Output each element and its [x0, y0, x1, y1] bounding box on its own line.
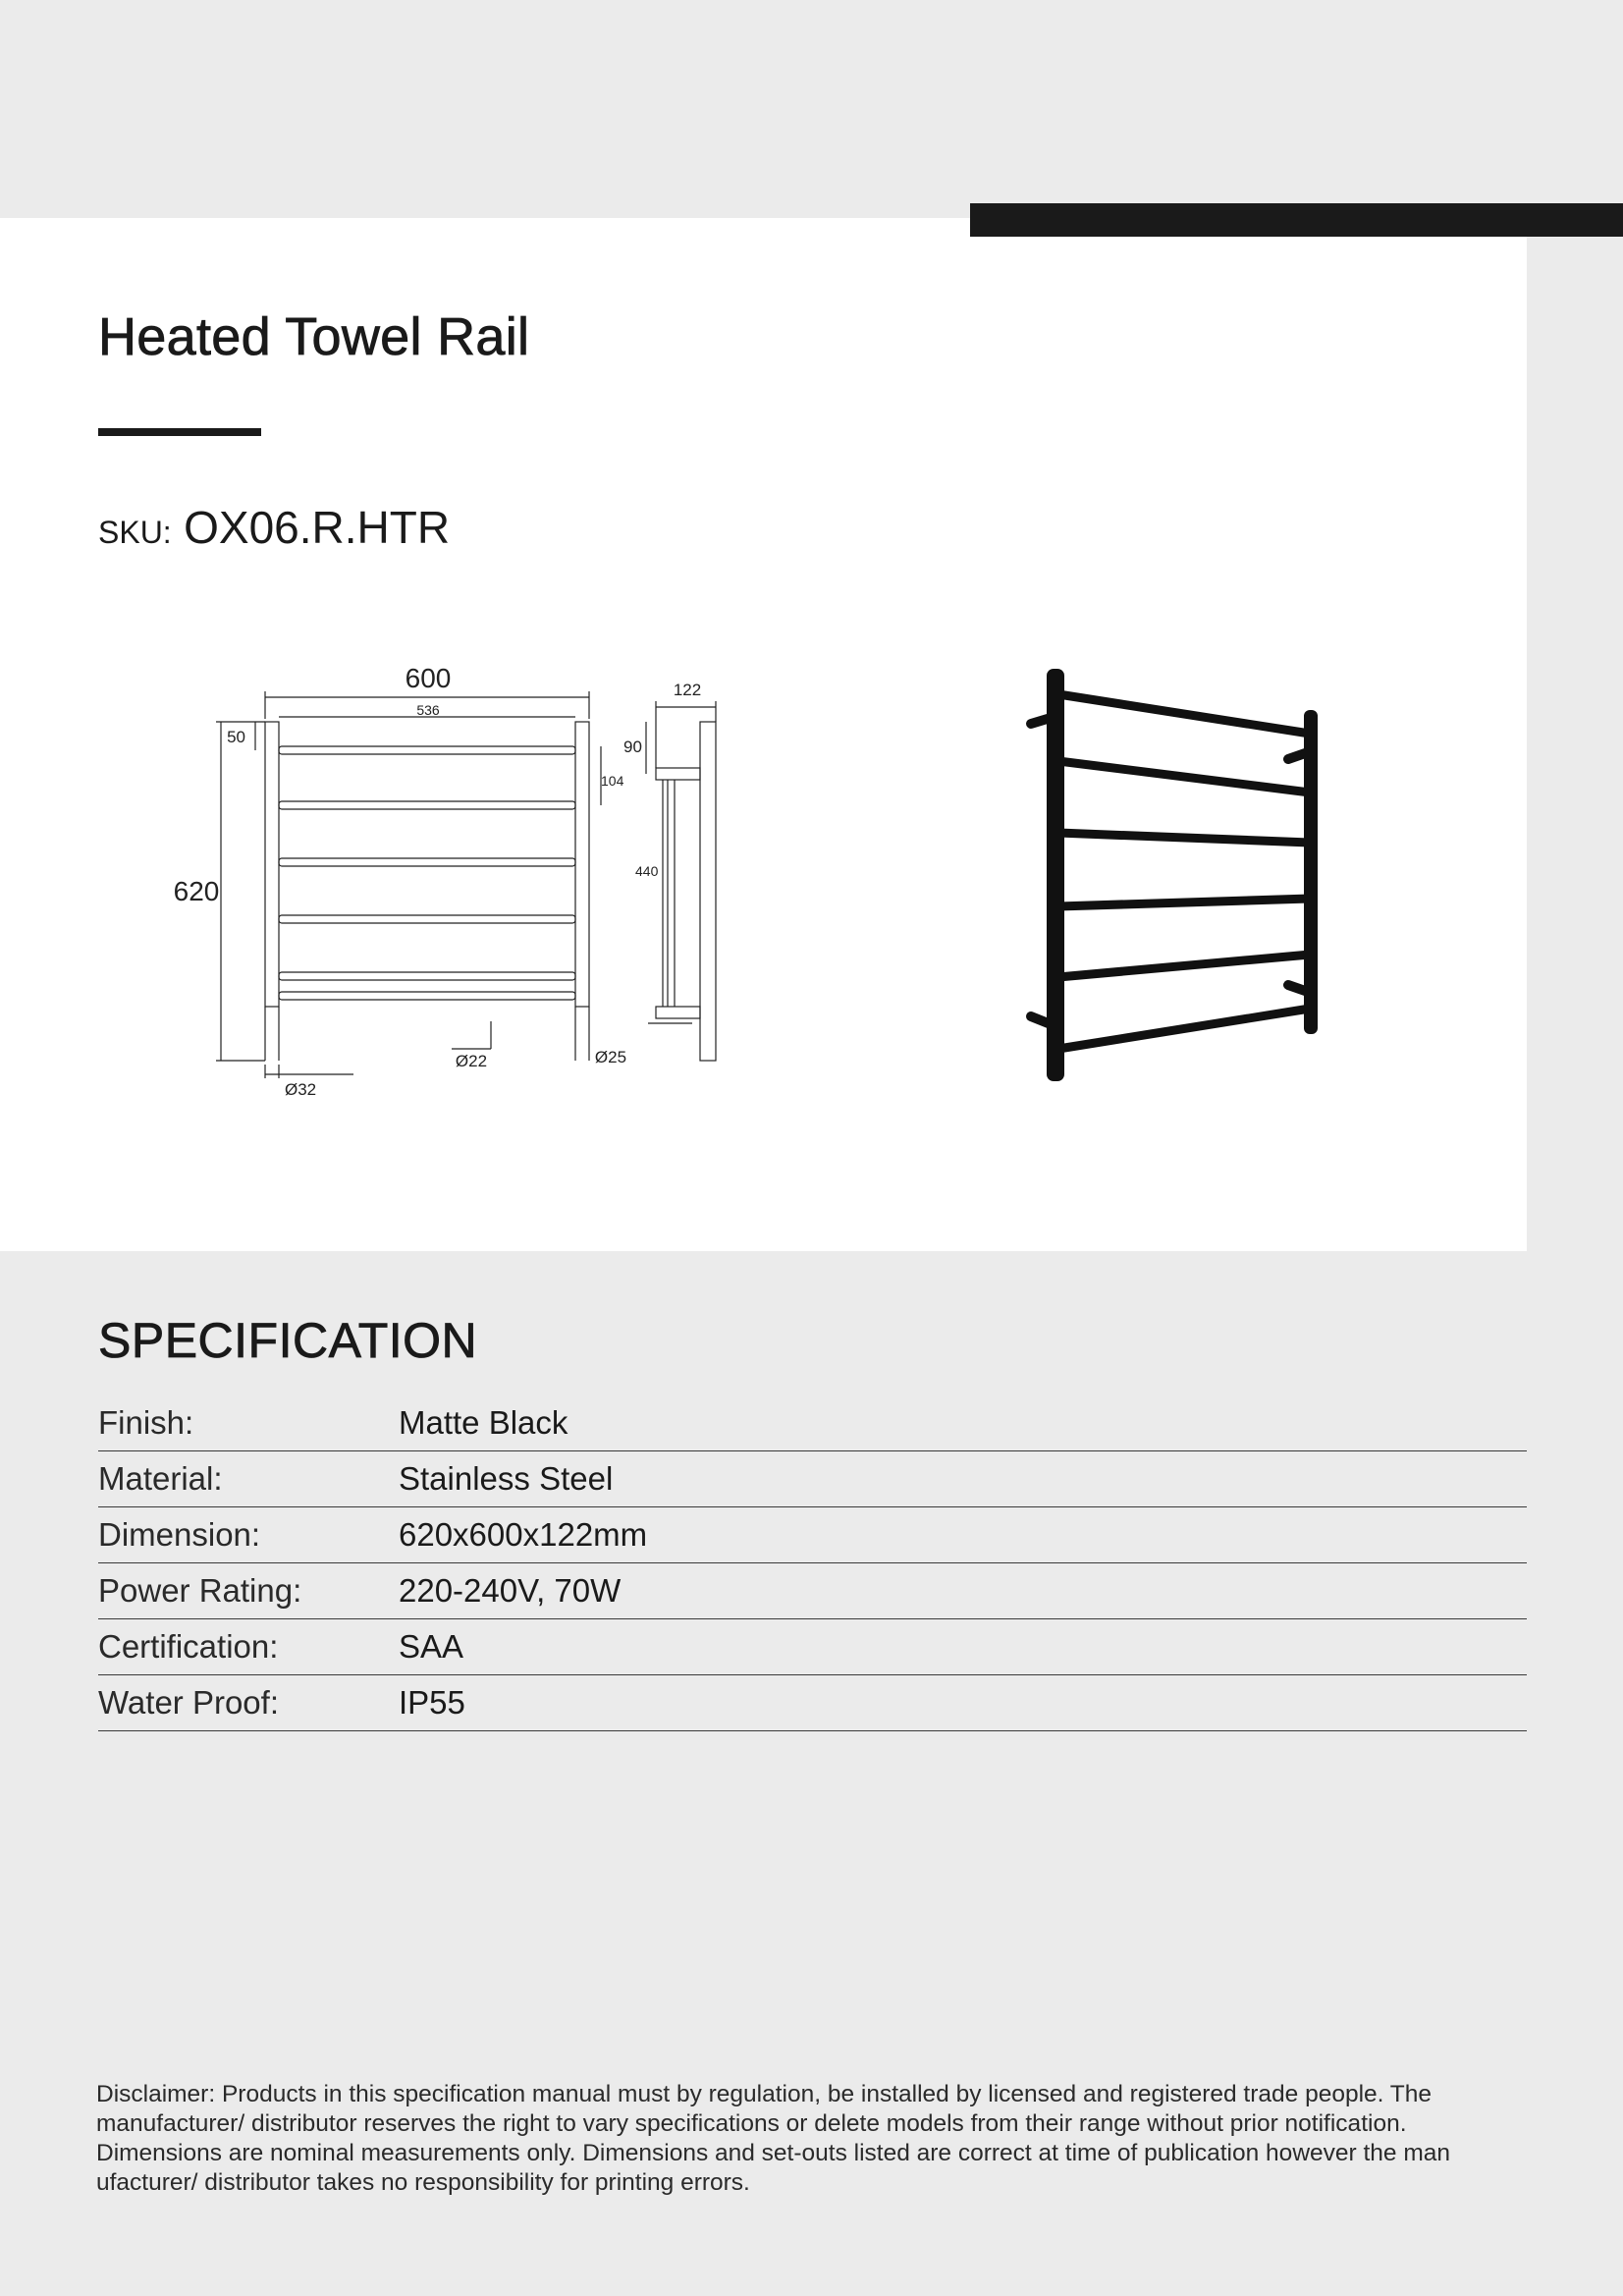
spec-value: Matte Black: [399, 1395, 1527, 1451]
spec-value: SAA: [399, 1619, 1527, 1675]
technical-drawing: [157, 658, 736, 1110]
dim-top-offset: 50: [227, 728, 245, 746]
dim-bracket-offset: 90: [623, 738, 642, 756]
spec-value: 220-240V, 70W: [399, 1563, 1527, 1619]
spec-label: Power Rating:: [98, 1563, 399, 1619]
header-accent-bar: [970, 203, 1623, 237]
spec-row-finish: [98, 1395, 1527, 1451]
spec-row-dimension: [98, 1507, 1527, 1563]
specification-heading: SPECIFICATION: [98, 1313, 478, 1368]
spec-label: Finish:: [98, 1395, 399, 1451]
dim-rail-diameter: Ø22: [455, 1052, 488, 1070]
spec-label: Dimension:: [98, 1507, 399, 1563]
dim-overall-width: 600: [405, 663, 452, 693]
sku-label: SKU:: [98, 515, 172, 550]
dim-post-diameter: Ø32: [285, 1080, 317, 1099]
spec-row-material: [98, 1451, 1527, 1507]
disclaimer-line: ufacturer/ distributor takes no responsibility for printing errors.: [96, 2169, 750, 2196]
dim-height: 620: [173, 876, 220, 906]
page-title: Heated Towel Rail: [98, 307, 530, 366]
sku-value: OX06.R.HTR: [184, 502, 451, 553]
dim-depth: 122: [673, 681, 702, 699]
dim-bracket-spacing: 440: [635, 863, 659, 879]
dim-rail-spacing: 104: [601, 773, 624, 789]
spec-value: IP55: [399, 1675, 1527, 1731]
product-image: [1011, 653, 1345, 1095]
disclaimer-line: Dimensions are nominal measurements only. Dimensions and set-outs listed are correct at time of publication however the man: [96, 2140, 1450, 2166]
spec-label: Material:: [98, 1451, 399, 1507]
spec-row-water-proof: [98, 1675, 1527, 1731]
spec-label: Water Proof:: [98, 1675, 399, 1731]
disclaimer-line: manufacturer/ distributor reserves the right to vary specifications or delete models from their range without prior notification.: [96, 2110, 1407, 2137]
disclaimer: [96, 2080, 1530, 2198]
spec-value: 620x600x122mm: [399, 1507, 1527, 1563]
spec-label: Certification:: [98, 1619, 399, 1675]
spec-value: Stainless Steel: [399, 1451, 1527, 1507]
disclaimer-line: Disclaimer: Products in this specification manual must by regulation, be installed by licensed and registered trade people. The: [96, 2081, 1433, 2107]
sku-line: [98, 501, 450, 554]
specification-table: [98, 1395, 1527, 1731]
spec-row-power-rating: [98, 1563, 1527, 1619]
dim-bracket-diameter: Ø25: [594, 1048, 627, 1066]
spec-row-certification: [98, 1619, 1527, 1675]
title-underline: [98, 428, 261, 436]
dim-inner-width: 536: [416, 702, 440, 718]
